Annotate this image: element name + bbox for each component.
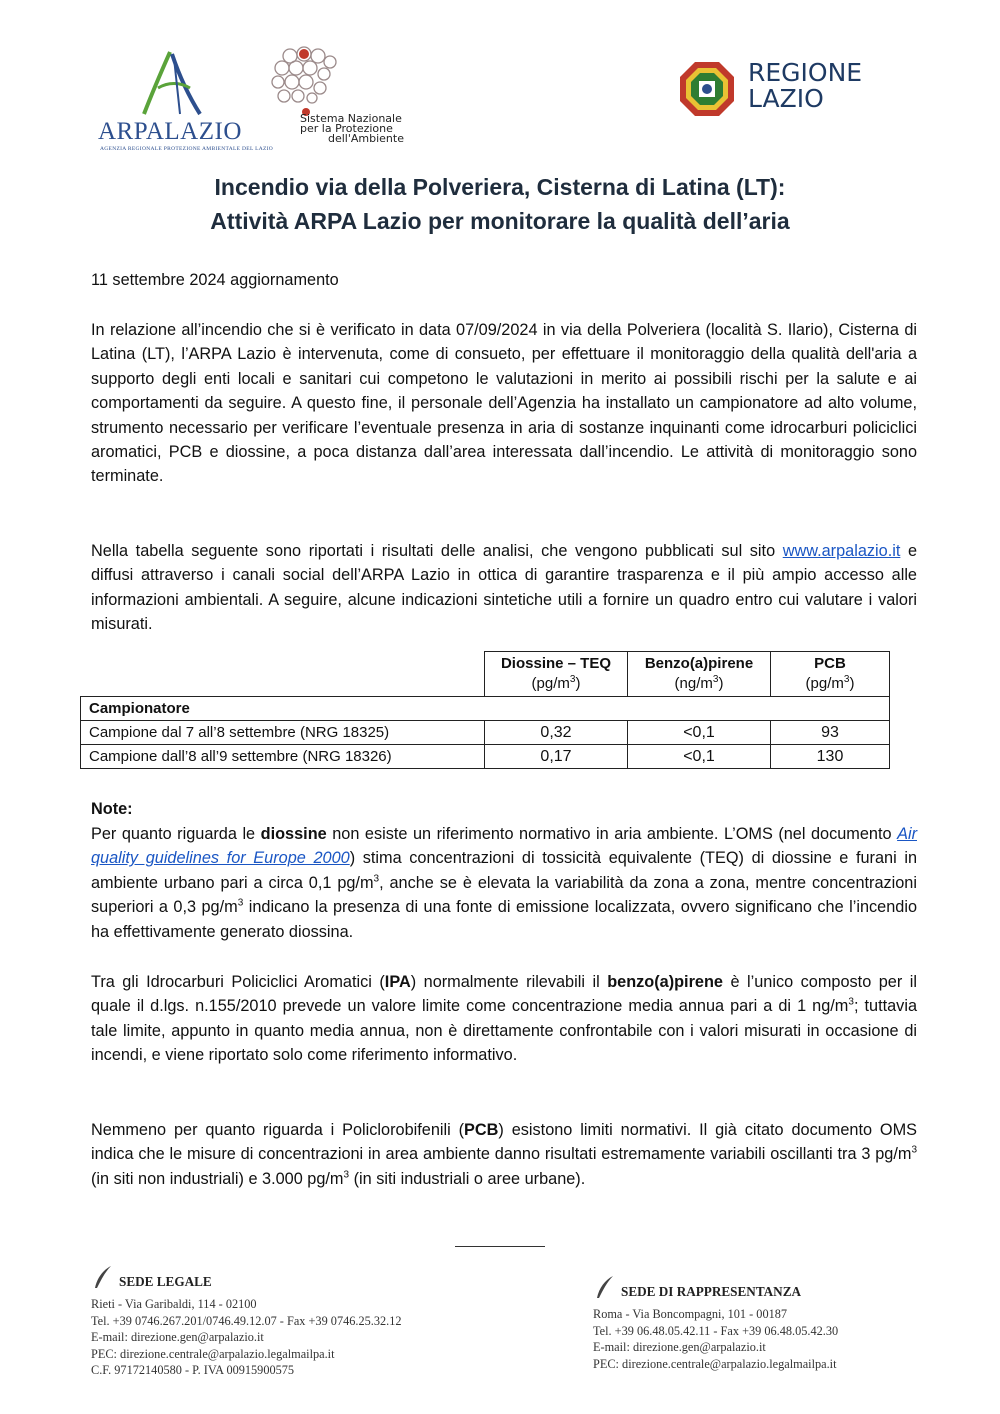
arpa-logo-name: ARPALAZIO — [98, 118, 242, 145]
snpa-hexagon-icon — [270, 46, 360, 116]
table-cell: 0,17 — [485, 745, 628, 769]
footer-sede-rappresentanza: SEDE DI RAPPRESENTANZA Roma - Via Boncompagni, 101 - 00187 Tel. +39 06.48.05.42.11 - Fax +39 06.48.05.42.30 E-mail: direzione.gen@arpalazio.it PEC: direzione.centrale@arpalazio.legalmailpa.it — [593, 1274, 923, 1372]
arpalazio-link[interactable]: www.arpalazio.it — [782, 542, 901, 560]
note-ipa: Tra gli Idrocarburi Policiclici Aromatici (IPA) normalmente rilevabili il benzo(a)pirene è l’unico composto per il quale il d.lgs. n.155/2010 prevede un valore limite come concentrazione media annua pari a di 1 $ng/m^3$; tuttavia tale limite, appunto in quanto media annua, non è direttamente confrontabile con i valori misurati in occasione di incendi, e viene riportato solo come riferimento informativo. — [91, 973, 917, 1065]
table-cell: 130 — [771, 745, 890, 769]
snpa-logo-text: Sistema Nazionale per la Protezione dell'Ambiente — [300, 112, 404, 145]
note-pcb: Nemmeno per quanto riguarda i Policlorobifenili (PCB) esistono limiti normativi. Il già citato documento OMS indica che le misure di concentrazioni in area ambiente danno risultati estremamente variabili oscillanti tra 3 $pg/m^3$ (in siti non industriali) e 3.000 $pg/m^3$ (in siti industriali o aree urbane). — [91, 1121, 917, 1188]
notes-heading: Note: — [91, 800, 133, 818]
table-cell: 0,32 — [485, 721, 628, 745]
results-table — [80, 651, 890, 769]
table-cell: 93 — [771, 721, 890, 745]
table-header-cell: Diossine – TEQ $(pg/m^3)$ — [485, 652, 628, 697]
footer-title: SEDE DI RAPPRESENTANZA — [621, 1284, 802, 1299]
regione-lazio-name: REGIONE LAZIO — [748, 58, 863, 113]
quill-icon — [593, 1274, 615, 1300]
table-header-cell: Benzo(a)pirene $(ng/m^3)$ — [628, 652, 771, 697]
table-cell: <0,1 — [628, 745, 771, 769]
table-header-cell: PCB $(pg/m^3)$ — [771, 652, 890, 697]
quill-icon — [91, 1264, 113, 1290]
note-dioxins: Per quanto riguarda le diossine non esiste un riferimento normativo in aria ambiente. L’OMS (nel documento Air quality guidelines for Europe 2000) stima concentrazioni di tossicità equivalente (TEQ) di diossine e furani in ambiente urbano pari a circa 0,1 $pg/m^3$, anche se è elevata la variabilità da zona a zona, mentre concentrazioni superiori a 0,3 $pg/m^3$ indicano la presenza di una fonte di emissione localizzata, ovvero significano che l’incendio ha effettivamente generato diossina. — [91, 825, 917, 941]
arpa-logo-subtitle: AGENZIA REGIONALE PROTEZIONE AMBIENTALE DEL LAZIO — [100, 146, 274, 152]
regione-lazio-emblem-icon — [678, 60, 736, 118]
page-title: Incendio via della Polveriera, Cisterna di Latina (LT): Attività ARPA Lazio per monitorare la qualità dell’aria — [210, 174, 790, 234]
regione-lazio-logo — [678, 60, 888, 120]
date-line: 11 settembre 2024 aggiornamento — [91, 271, 339, 289]
table-row — [81, 721, 890, 745]
intro-paragraph: In relazione all’incendio che si è verificato in data 07/09/2024 in via della Polveriera (località S. Ilario), Cisterna di Latina (LT), l’ARPA Lazio è intervenuta, come di consueto, per effettuare il monitoraggio della qualità dell'aria a supporto degli enti locali e sanitari cui competono le valutazioni in merito ai possibili rischi per la salute e ai comportamenti da seguire. A questo fine, il personale dell’Agenzia ha installato un campionatore ad alto volume, strumento necessario per verificare l’eventuale presenza in aria di sostanze inquinanti come idrocarburi policiclici aromatici, PCB e diossine, a poca distanza dall’area interessata dall’incendio. Le attività di monitoraggio sono terminate. — [91, 321, 917, 486]
table-intro-paragraph: Nella tabella seguente sono riportati i risultati delle analisi, che vengono pubblicati sul sito www.arpalazio.it e diffusi attraverso i canali social dell’ARPA Lazio in ottica di garantire trasparenza e il più ampio accesso alle informazioni ambientali. A seguire, alcune indicazioni sintetiche utili a fornire un quadro entro cui valutare i valori misurati. — [91, 542, 917, 634]
table-cell-label: Campione dal 7 all’8 settembre (NRG 18325) — [81, 721, 485, 745]
table-row — [81, 745, 890, 769]
table-cell-label: Campione dall’8 all’9 settembre (NRG 18326) — [81, 745, 485, 769]
arpa-lazio-logo — [92, 48, 274, 158]
table-header-row — [81, 652, 890, 697]
snpa-logo — [270, 46, 440, 156]
footer-title: SEDE LEGALE — [119, 1274, 212, 1289]
footer-sede-legale: SEDE LEGALE Rieti - Via Garibaldi, 114 - 02100 Tel. +39 0746.267.201/0746.49.12.07 - Fax +39 0746.25.32.12 E-mail: direzione.gen@arpalazio.it PEC: direzione.centrale@arpalazio.legalmailpa.it C.F. 97172140580 - P. IVA 00915900575 — [91, 1264, 491, 1379]
footer-divider — [455, 1246, 545, 1247]
table-section-row — [81, 697, 890, 721]
table-section-label: Campionatore — [81, 697, 890, 721]
table-cell: <0,1 — [628, 721, 771, 745]
arpa-lazio-mark-icon — [92, 48, 252, 120]
who-guidelines-link[interactable]: Air quality guidelines for Europe 2000 — [91, 825, 917, 868]
